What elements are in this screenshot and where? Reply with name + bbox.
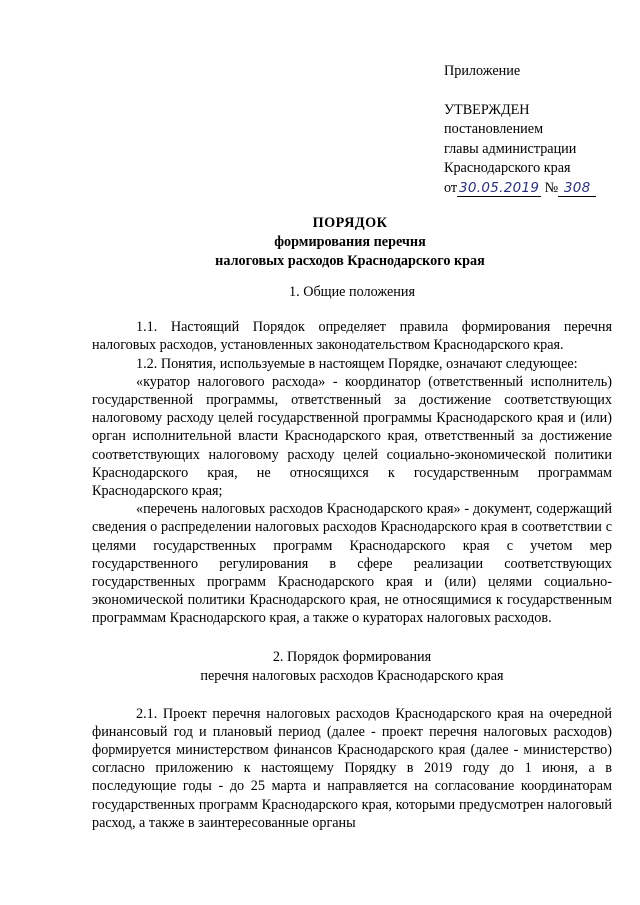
handwritten-date: 30.05.2019 [458,179,540,196]
number-label: № [544,179,559,196]
section-1-heading: 1. Общие положения [289,284,415,300]
approval-line-2: главы администрации [444,140,577,157]
approval-line-3: Краснодарского края [444,160,571,176]
section-2-heading-line-2: перечня налоговых расходов Краснодарского края [200,667,504,684]
section-2-heading [92,648,612,686]
title-line-3: налоговых расходов Краснодарского края [215,253,485,269]
from-label: от [444,179,458,196]
approval-date-line [444,179,624,199]
paragraph-2-1: 2.1. Проект перечня налоговых расходов Краснодарского края на очередной финансовый год и плановый период (далее - проект перечня налоговых расходов) формируется министерством финансов Краснодарского края (далее - министерство) согласно приложению к настоящему Порядку в 2019 году до 1 июня, а в последующие годы - до 25 марта и направляется на согласование координаторам государственных программ Краснодарского края, которыми предусмотрен налоговый расход, а также в заинтересованные органы [92,705,612,831]
paragraph-1-2: 1.2. Понятия, используемые в настоящем Порядке, означают следующее: [136,355,578,372]
approval-stamp [444,62,624,198]
handwritten-number: 308 [558,181,596,197]
title-main: ПОРЯДОК [312,215,388,231]
paragraph-1-1: 1.1. Настоящий Порядок определяет правила формирования перечня налоговых расходов, установленных законодательством Краснодарского края. [92,319,612,354]
approval-line-1: постановлением [444,121,544,137]
document-title [100,214,600,271]
document-body [92,283,612,832]
definition-list: «перечень налоговых расходов Краснодарского края» - документ, содержащий сведения о распределении налоговых расходов Краснодарского края в соответствии с целями государственных программ Краснодарского края с учетом мер государственного регулирования в сфере реализации соответствующих государственных программ Краснодарского края и (или) целями социально-экономической политики Краснодарского края, не относящимися к государственным программам Краснодарского края, а также о кураторах налоговых расходов. [92,501,612,627]
approved-label: УТВЕРЖДЕН [444,101,530,118]
section-2-heading-line-1: 2. Порядок формирования [272,648,432,665]
appendix-label: Приложение [444,63,521,79]
definition-curator: «куратор налогового расхода» - координатор (ответственный исполнитель) государственной программы, ответственный за достижение соответствующих налоговому расходу целей государственной программы Краснодарского края и (или) орган исполнительной власти Краснодарского края, ответственный за достижение соответствующих налоговому расходу целей социально-экономической политики Краснодарского края, не относящихся к государственным программам Краснодарского края; [92,373,612,500]
title-line-2: формирования перечня [274,234,426,250]
